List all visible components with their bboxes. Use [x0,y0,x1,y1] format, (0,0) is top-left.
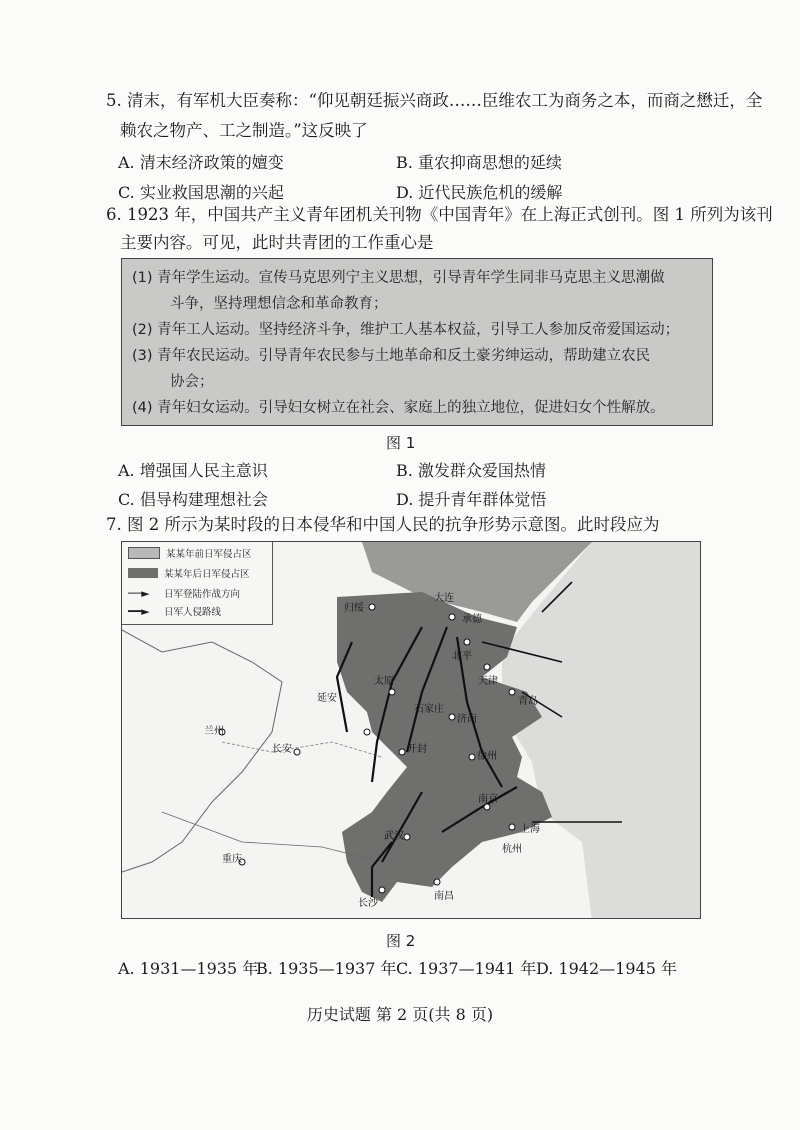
city-hangzhou: 杭州 [502,844,522,855]
legend-item-before [128,546,252,560]
city-changan: 长安 [272,744,292,755]
landing-arrow-icon: ──► [128,586,150,600]
city-chongqing: 重庆 [222,854,242,865]
legend-label-after: 某某年后日军侵占区 [164,569,250,580]
border-line [122,630,282,872]
q7-option-c[interactable]: C. 1937—1941 年 [396,959,537,978]
figure1-item-4: (4) 青年妇女运动。引导妇女树立在社会、家庭上的独立地位，促进妇女个性解放。 [132,400,665,416]
legend-item-route [128,604,221,618]
figure1-item-3-cont: 协会； [170,374,214,390]
q5-option-c[interactable]: C. 实业救国思潮的兴起 [118,183,284,202]
city-nanchang: 南昌 [434,891,454,902]
q6-option-a[interactable]: A. 增强国人民主意识 [118,461,268,480]
city-guisui: 归绥 [344,603,364,614]
city-changsha: 长沙 [358,898,378,909]
q5-stem-line1: 5. 清末，有军机大臣奏称：“仰见朝廷振兴商政……臣维农工为商务之本，而商之懋迁，全 [106,91,763,110]
figure1-item-2: (2) 青年工人运动。坚持经济斗争，维护工人基本权益，引导工人参加反帝爱国运动； [132,322,680,338]
city-yanan: 延安 [317,693,337,704]
city-xuzhou: 徐州 [477,751,497,762]
city-shanghai: 上海 [520,824,540,835]
q6-stem-line1: 6. 1923 年，中国共产主义青年团机关刊物《中国青年》在上海正式创刊。图 1 所列为该刊 [106,205,773,224]
q5-option-b[interactable]: B. 重农抑商思想的延续 [396,153,562,172]
q6-option-d[interactable]: D. 提升青年群体觉悟 [396,490,547,509]
figure2-map [121,541,701,919]
legend-label-route: 日军人侵路线 [164,607,222,618]
q7-option-d[interactable]: D. 1942—1945 年 [536,959,677,978]
city-nanjing: 南京 [478,794,498,805]
city-jinan: 济南 [457,714,477,725]
figure1-caption: 图 1 [386,434,416,452]
map-legend [122,542,273,625]
city-tianjin: 天津 [478,676,498,687]
city-shijiazhuang: 石家庄 [414,704,444,715]
city-dalian: 大连 [434,593,454,604]
legend-swatch-before [128,547,160,559]
city-chengde: 承德 [462,614,482,625]
q6-option-c[interactable]: C. 倡导构建理想社会 [118,490,268,509]
q7-stem: 7. 图 2 所示为某时段的日本侵华和中国人民的抗争形势示意图。此时段应为 [106,515,660,534]
q7-option-b[interactable]: B. 1935—1937 年 [256,959,397,978]
figure1-item-3: (3) 青年农民运动。引导青年农民参与土地革命和反土豪劣绅运动，帮助建立农民 [132,348,651,364]
city-beiping: 北平 [452,651,472,662]
figure1-content-box [121,258,713,426]
q5-stem-line2: 赖农之物产、工之制造。”这反映了 [120,121,368,140]
city-qingdao: 青岛 [518,696,538,707]
railway-line [222,742,382,757]
legend-item-landing [128,586,240,600]
legend-swatch-after [128,568,158,578]
city-taiyuan: 太原 [374,676,394,687]
figure1-item-1-cont: 斗争，坚持理想信念和革命教育； [170,296,388,312]
q7-option-a[interactable]: A. 1931—1935 年 [118,959,259,978]
q6-option-b[interactable]: B. 激发群众爱国热情 [396,461,546,480]
city-wuhan: 武汉 [384,831,404,842]
legend-label-landing: 日军登陆作战方向 [164,589,241,600]
figure1-item-1: (1) 青年学生运动。宣传马克思列宁主义思想，引导青年学生同非马克思主义思潮做 [132,270,665,286]
city-lanzhou: 兰州 [204,726,224,737]
q5-option-d[interactable]: D. 近代民族危机的缓解 [396,183,563,202]
city-kaifeng: 开封 [407,744,427,755]
page-footer: 历史试题 第 2 页(共 8 页) [306,1005,494,1024]
q5-option-a[interactable]: A. 清末经济政策的嬗变 [118,153,284,172]
figure2-caption: 图 2 [386,932,416,950]
invasion-arrow-icon: ━━► [128,604,150,618]
legend-label-before: 某某年前日军侵占区 [166,549,252,560]
q6-stem-line2: 主要内容。可见，此时共青团的工作重心是 [120,233,434,252]
legend-item-after [128,566,250,580]
